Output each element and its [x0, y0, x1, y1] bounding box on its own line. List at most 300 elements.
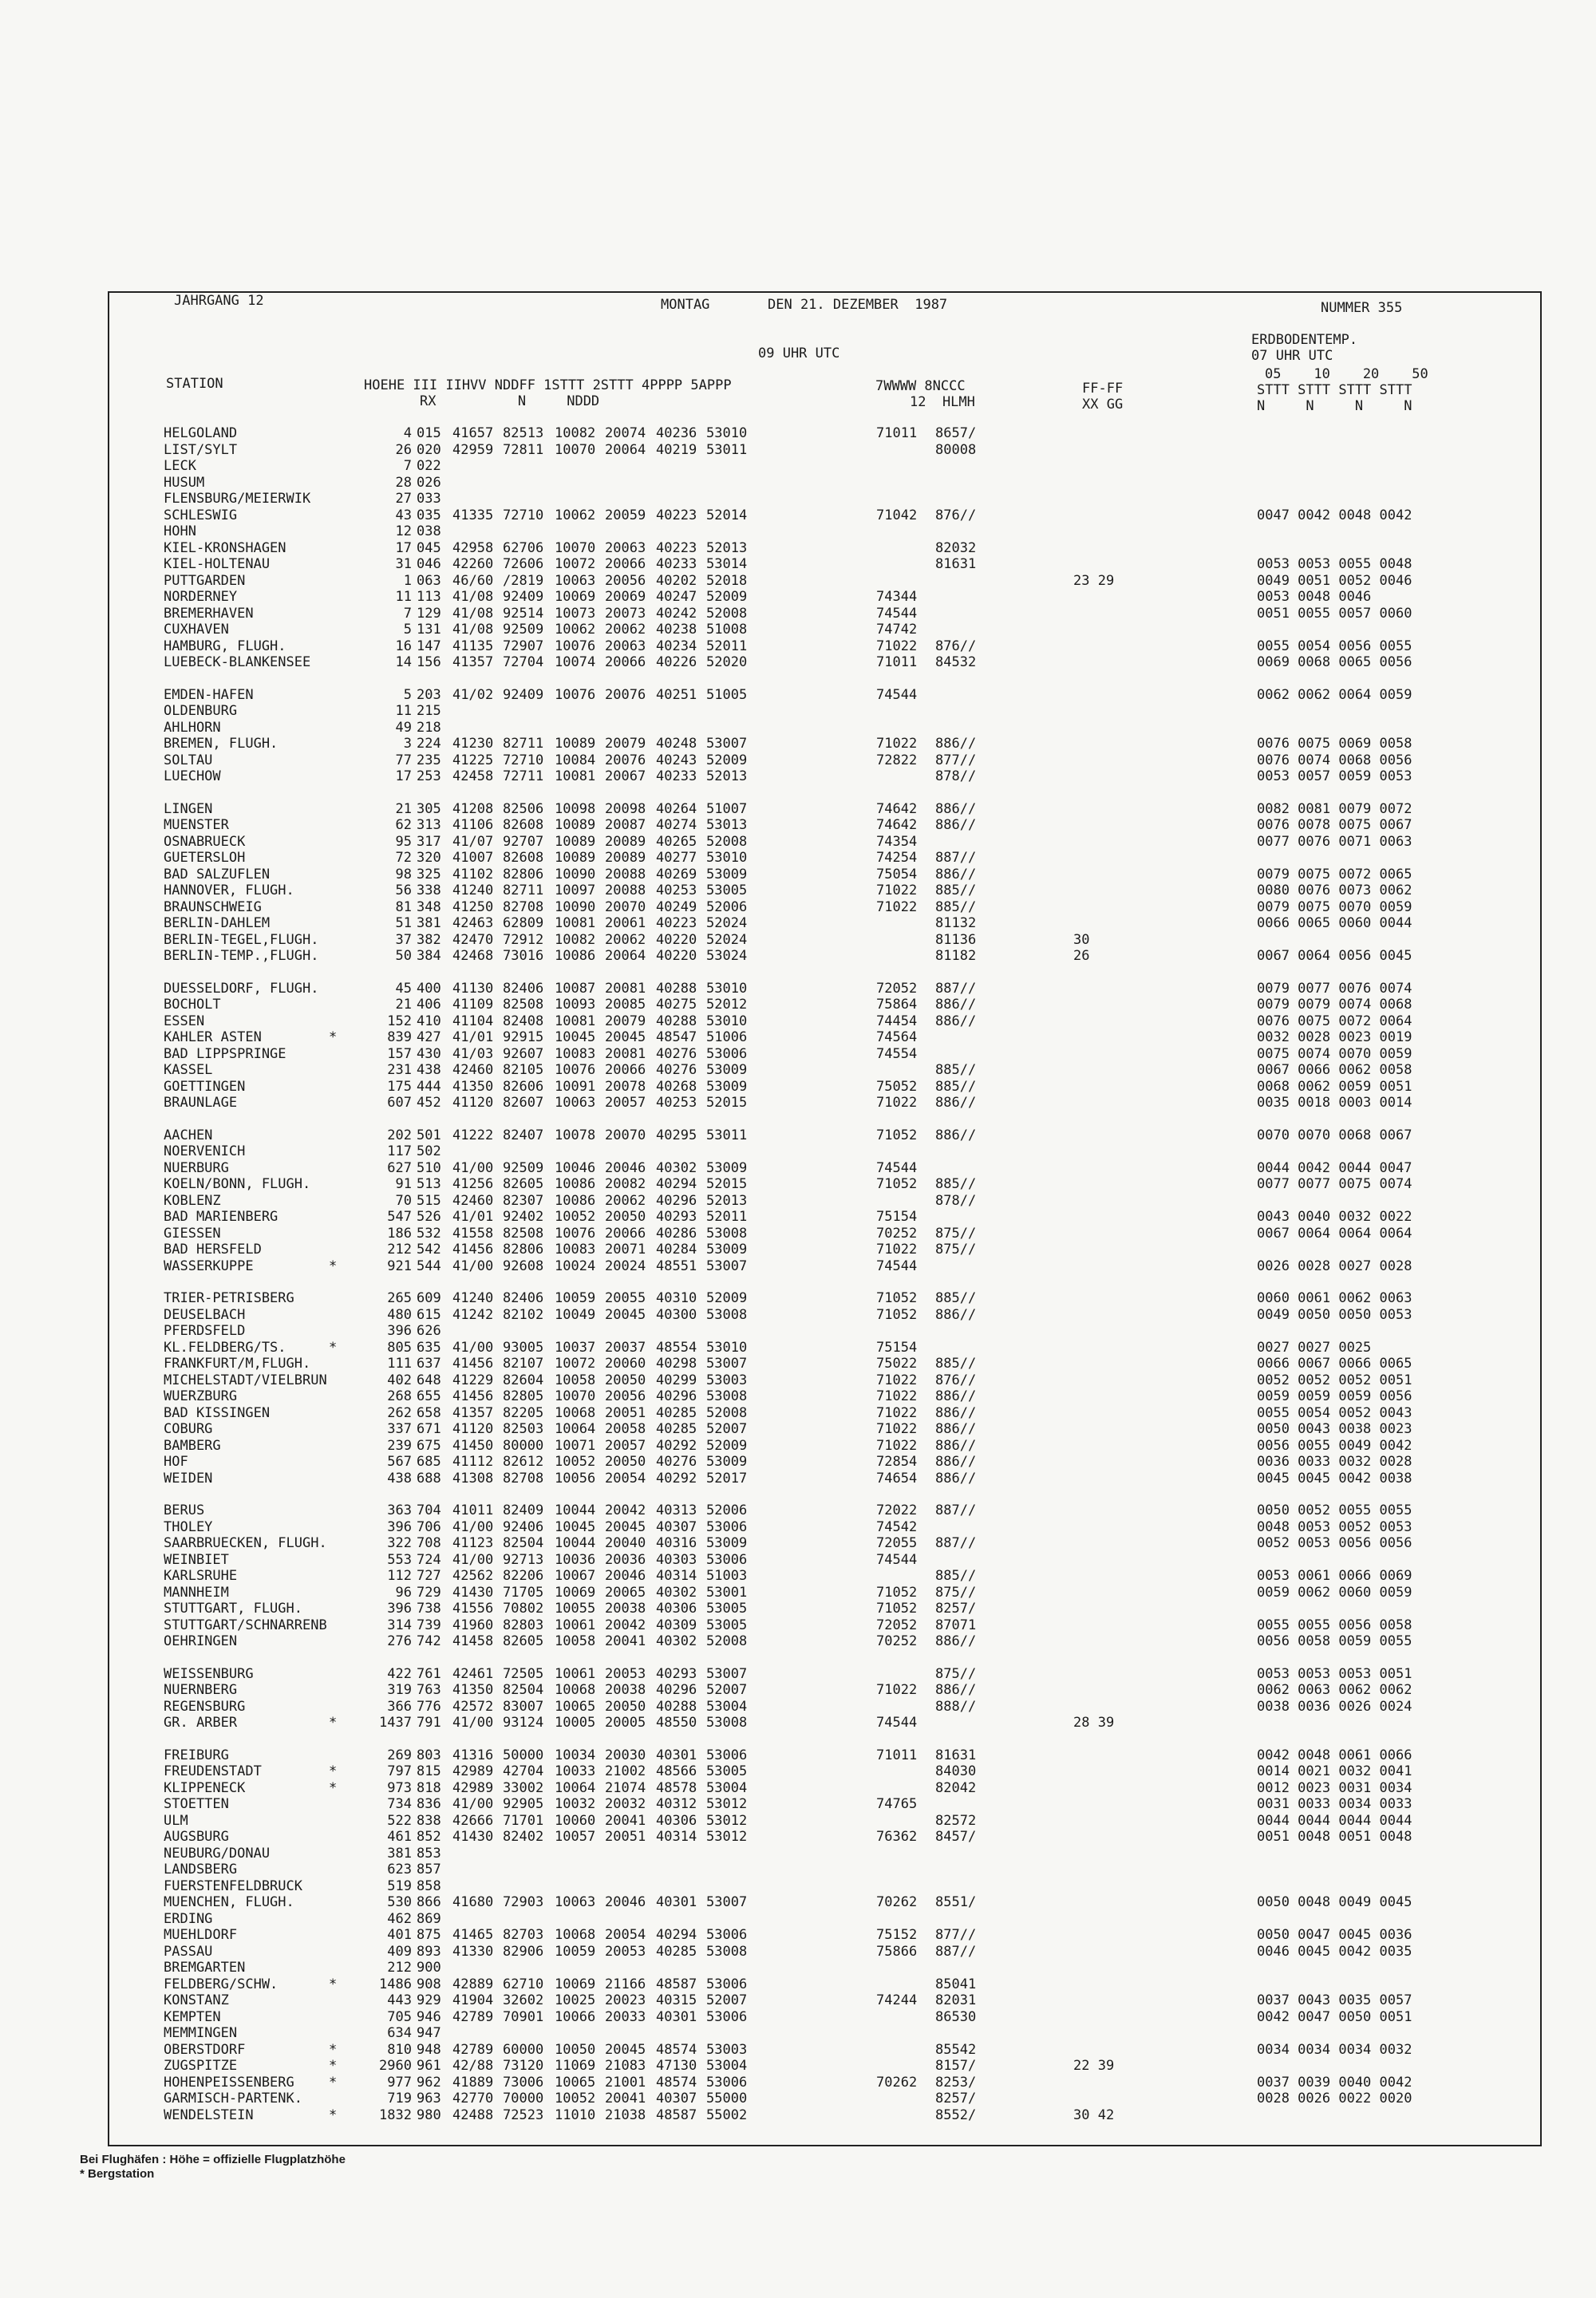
station-name: AHLHORN — [164, 719, 221, 736]
soil-temps: 0079 0075 0072 0065 — [1257, 866, 1412, 882]
table-row — [164, 2025, 1528, 2042]
group-iihvv: 41904 — [452, 1992, 494, 2008]
group-tendency: 52015 — [706, 1095, 748, 1111]
group-temp: 10066 — [555, 2008, 596, 2025]
table-row — [164, 638, 1528, 655]
group-weather: 71052 — [876, 1176, 918, 1192]
group-nddff: 82608 — [503, 817, 544, 833]
group-temp: 10076 — [555, 1062, 596, 1078]
group-iihvv: 41/00 — [452, 1258, 494, 1274]
group-tendency: 55002 — [706, 2106, 748, 2123]
station-index: 015 — [417, 425, 441, 441]
col-wind-subheader: XX GG — [1082, 397, 1124, 413]
group-dewpoint: 20057 — [605, 1437, 646, 1454]
station-index: 305 — [417, 800, 441, 817]
group-nddff: 72811 — [503, 441, 544, 458]
soil-temps: 0032 0028 0023 0019 — [1257, 1029, 1412, 1045]
group-tendency: 53014 — [706, 556, 748, 572]
station-index: 438 — [417, 1062, 441, 1078]
station-height: 27 — [395, 491, 412, 507]
group-pressure: 48547 — [656, 1029, 697, 1045]
station-index: 706 — [417, 1518, 441, 1535]
station-name: BREMGARTEN — [164, 1960, 246, 1976]
group-weather: 74244 — [876, 1992, 918, 2008]
station-name: BAD LIPPSPRINGE — [164, 1045, 286, 1062]
station-index: 502 — [417, 1143, 441, 1159]
station-index: 635 — [417, 1339, 441, 1356]
col-station-header: STATION — [166, 376, 223, 392]
group-tendency: 53005 — [706, 1601, 748, 1617]
group-dewpoint: 20005 — [605, 1715, 646, 1731]
group-tendency: 53006 — [706, 2008, 748, 2025]
group-clouds: 875// — [935, 1584, 977, 1601]
station-index: 542 — [417, 1242, 441, 1258]
soil-temps: 0044 0044 0044 0044 — [1257, 1812, 1412, 1829]
group-iihvv: 42770 — [452, 2091, 494, 2106]
group-iihvv: 42666 — [452, 1812, 494, 1829]
group-nddff: 72704 — [503, 654, 544, 670]
footnotes — [80, 2153, 346, 2182]
group-temp: 10091 — [555, 1078, 596, 1095]
group-pressure: 48550 — [656, 1715, 697, 1731]
station-name: WEISSENBURG — [164, 1665, 254, 1682]
group-clouds: 887// — [935, 1535, 977, 1551]
station-name: FELDBERG/SCHW. — [164, 1976, 279, 1992]
station-index: 980 — [417, 2106, 441, 2123]
group-iihvv: 41456 — [452, 1356, 494, 1372]
group-tendency: 53006 — [706, 1551, 748, 1568]
station-index: 452 — [417, 1095, 441, 1111]
group-weather: 71022 — [876, 1372, 918, 1388]
group-temp: 10090 — [555, 866, 596, 882]
group-iihvv: 41657 — [452, 425, 494, 441]
group-clouds: 87071 — [935, 1617, 977, 1633]
table-row — [164, 720, 1528, 736]
group-pressure: 40298 — [656, 1356, 697, 1372]
station-name: MEMMINGEN — [164, 2025, 238, 2041]
table-row — [164, 654, 1528, 671]
station-name: BERLIN-DAHLEM — [164, 915, 271, 931]
group-weather: 72022 — [876, 1502, 918, 1518]
soil-temps: 0051 0048 0051 0048 — [1257, 1829, 1412, 1845]
soil-temps: 0053 0061 0066 0069 — [1257, 1568, 1412, 1584]
group-tendency: 53007 — [706, 1258, 748, 1274]
station-height: 50 — [395, 948, 412, 964]
group-dewpoint: 20078 — [605, 1078, 646, 1095]
table-row — [164, 1013, 1528, 1030]
group-pressure: 48574 — [656, 2041, 697, 2058]
station-height: 462 — [387, 1910, 412, 1927]
table-row — [164, 2107, 1528, 2124]
group-temp: 10025 — [555, 1992, 596, 2008]
wind-gusts: 23 29 — [1073, 572, 1115, 589]
station-name: BAD HERSFELD — [164, 1242, 262, 1258]
station-index: 685 — [417, 1454, 441, 1470]
issue-number: NUMMER 355 — [1321, 300, 1403, 316]
table-row — [164, 1666, 1528, 1683]
station-height: 553 — [387, 1551, 412, 1568]
soil-temps: 0014 0021 0032 0041 — [1257, 1763, 1412, 1779]
group-dewpoint: 20024 — [605, 1258, 646, 1274]
station-index: 858 — [417, 1877, 441, 1894]
group-pressure: 40242 — [656, 605, 697, 622]
group-temp: 10059 — [555, 1943, 596, 1960]
group-dewpoint: 20088 — [605, 866, 646, 882]
group-iihvv: 42468 — [452, 948, 494, 964]
group-iihvv: 41120 — [452, 1095, 494, 1111]
group-iihvv: 41120 — [452, 1421, 494, 1437]
group-dewpoint: 20046 — [605, 1159, 646, 1176]
station-name: FUERSTENFELDBRUCK — [164, 1877, 302, 1894]
station-index: 615 — [417, 1306, 441, 1323]
col-wind-header: FF-FF — [1082, 381, 1124, 397]
table-row — [164, 1747, 1528, 1764]
table-row — [164, 1079, 1528, 1096]
group-temp: 10059 — [555, 1290, 596, 1306]
group-nddff: 62706 — [503, 539, 544, 556]
group-temp: 10046 — [555, 1159, 596, 1176]
group-pressure: 40294 — [656, 1927, 697, 1943]
group-weather: 71052 — [876, 1601, 918, 1617]
group-tendency: 53007 — [706, 736, 748, 752]
station-height: 1437 — [379, 1715, 412, 1731]
group-dewpoint: 20055 — [605, 1290, 646, 1306]
table-row — [164, 997, 1528, 1013]
group-dewpoint: 20071 — [605, 1242, 646, 1258]
station-index: 836 — [417, 1796, 441, 1812]
soil-temps: 0055 0054 0052 0043 — [1257, 1404, 1412, 1421]
group-weather: 74454 — [876, 1013, 918, 1029]
station-name: BAD SALZUFLEN — [164, 866, 271, 882]
group-dewpoint: 20045 — [605, 1029, 646, 1045]
station-index: 381 — [417, 915, 441, 931]
soil-temps: 0080 0076 0073 0062 — [1257, 882, 1412, 898]
group-clouds: 885// — [935, 882, 977, 898]
station-name: STOETTEN — [164, 1796, 229, 1812]
table-row — [164, 1927, 1528, 1944]
group-weather: 71022 — [876, 1404, 918, 1421]
group-nddff: 72710 — [503, 507, 544, 523]
soil-temps: 0031 0033 0034 0033 — [1257, 1796, 1412, 1812]
station-height: 49 — [395, 719, 412, 736]
soil-temps: 0034 0034 0034 0032 — [1257, 2041, 1412, 2058]
group-weather: 70252 — [876, 1633, 918, 1649]
group-clouds: 8551/ — [935, 1894, 977, 1910]
station-height: 396 — [387, 1518, 412, 1535]
station-index: 838 — [417, 1812, 441, 1829]
soil-temps: 0055 0054 0056 0055 — [1257, 638, 1412, 654]
col-group7-header: 7WWWW 8NCCC — [875, 378, 966, 394]
group-clouds: 875// — [935, 1225, 977, 1242]
soil-temps: 0079 0075 0070 0059 — [1257, 898, 1412, 915]
group-weather: 71052 — [876, 1127, 918, 1143]
table-row — [164, 1862, 1528, 1878]
group-dewpoint: 20042 — [605, 1617, 646, 1633]
station-height: 705 — [387, 2008, 412, 2025]
soil-temps: 0055 0055 0056 0058 — [1257, 1617, 1412, 1633]
soil-temps: 0067 0064 0064 0064 — [1257, 1225, 1412, 1242]
group-nddff: 82711 — [503, 736, 544, 752]
station-index: 776 — [417, 1698, 441, 1715]
table-row — [164, 573, 1528, 590]
group-dewpoint: 20089 — [605, 850, 646, 866]
station-index: 815 — [417, 1763, 441, 1779]
group-weather: 74542 — [876, 1518, 918, 1535]
group-iihvv: 42959 — [452, 441, 494, 458]
group-pressure: 40274 — [656, 817, 697, 833]
group-tendency: 55000 — [706, 2091, 748, 2106]
group-pressure: 40316 — [656, 1535, 697, 1551]
soil-temps: 0051 0055 0057 0060 — [1257, 605, 1412, 622]
group-temp: 10071 — [555, 1437, 596, 1454]
group-pressure: 40284 — [656, 1242, 697, 1258]
table-row — [164, 1552, 1528, 1569]
group-temp: 10052 — [555, 2091, 596, 2106]
group-tendency: 53024 — [706, 948, 748, 964]
group-clouds: 887// — [935, 850, 977, 866]
group-tendency: 53007 — [706, 1894, 748, 1910]
group-tendency: 53005 — [706, 1617, 748, 1633]
group-temp: 10090 — [555, 898, 596, 915]
station-group — [164, 801, 1528, 965]
group-clouds: 81631 — [935, 556, 977, 572]
group-dewpoint: 20045 — [605, 2041, 646, 2058]
station-height: 547 — [387, 1209, 412, 1225]
station-height: 70 — [395, 1192, 412, 1209]
group-iihvv: 42458 — [452, 768, 494, 784]
station-index: 113 — [417, 589, 441, 605]
station-group — [164, 1127, 1528, 1275]
group-pressure: 40243 — [656, 752, 697, 768]
group-temp: 10098 — [555, 800, 596, 817]
group-dewpoint: 20050 — [605, 1372, 646, 1388]
group-tendency: 52012 — [706, 997, 748, 1013]
group-pressure: 40236 — [656, 425, 697, 441]
group-nddff: 92713 — [503, 1551, 544, 1568]
station-height: 921 — [387, 1258, 412, 1274]
group-temp: 10081 — [555, 1013, 596, 1029]
group-weather: 74544 — [876, 1715, 918, 1731]
group-iihvv: 41/03 — [452, 1045, 494, 1062]
group-clouds: 886// — [935, 1306, 977, 1323]
station-name: SCHLESWIG — [164, 507, 238, 523]
station-name: WEIDEN — [164, 1470, 213, 1487]
group-nddff: 92915 — [503, 1029, 544, 1045]
station-index: 637 — [417, 1356, 441, 1372]
table-row — [164, 1176, 1528, 1193]
station-name: KARLSRUHE — [164, 1568, 238, 1584]
group-temp: 10056 — [555, 1470, 596, 1487]
group-clouds: 8157/ — [935, 2058, 977, 2074]
soil-temps: 0046 0045 0042 0035 — [1257, 1943, 1412, 1960]
table-row — [164, 1209, 1528, 1226]
group-nddff: 82409 — [503, 1502, 544, 1518]
station-name: NORDERNEY — [164, 589, 238, 605]
station-height: 1832 — [379, 2106, 412, 2123]
group-tendency: 51006 — [706, 1029, 748, 1045]
station-index: 675 — [417, 1437, 441, 1454]
table-row — [164, 915, 1528, 932]
group-nddff: 82506 — [503, 800, 544, 817]
station-name: WASSERKUPPE — [164, 1258, 254, 1274]
station-height: 152 — [387, 1013, 412, 1029]
station-height: 734 — [387, 1796, 412, 1812]
group-clouds: 886// — [935, 1633, 977, 1649]
group-nddff: 92509 — [503, 1159, 544, 1176]
group-iihvv: 42463 — [452, 915, 494, 931]
group-nddff: 82307 — [503, 1192, 544, 1209]
group-nddff: /2819 — [503, 572, 544, 589]
station-name: AACHEN — [164, 1127, 213, 1143]
table-row — [164, 736, 1528, 752]
group-iihvv: 41130 — [452, 980, 494, 997]
group-dewpoint: 20041 — [605, 1812, 646, 1829]
group-temp: 10083 — [555, 1242, 596, 1258]
group-dewpoint: 20030 — [605, 1747, 646, 1763]
group-pressure: 40307 — [656, 2091, 697, 2106]
station-height: 319 — [387, 1682, 412, 1698]
group-dewpoint: 20050 — [605, 1454, 646, 1470]
group-nddff: 82206 — [503, 1568, 544, 1584]
group-nddff: 82504 — [503, 1535, 544, 1551]
group-iihvv: 41357 — [452, 654, 494, 670]
station-name: BAD KISSINGEN — [164, 1404, 271, 1421]
footnote-mountain: * Bergstation — [80, 2167, 155, 2181]
group-temp: 11069 — [555, 2058, 596, 2074]
station-name: LUEBECK-BLANKENSEE — [164, 654, 311, 670]
group-temp: 10070 — [555, 1388, 596, 1404]
station-index: 338 — [417, 882, 441, 898]
group-clouds: 8457/ — [935, 1829, 977, 1845]
station-height: 402 — [387, 1372, 412, 1388]
group-dewpoint: 20046 — [605, 1568, 646, 1584]
group-clouds: 878// — [935, 768, 977, 784]
group-clouds: 81132 — [935, 915, 977, 931]
group-pressure: 40293 — [656, 1665, 697, 1682]
group-pressure: 40233 — [656, 556, 697, 572]
table-row — [164, 1046, 1528, 1063]
station-index: 320 — [417, 850, 441, 866]
wind-gusts: 30 — [1073, 931, 1090, 948]
group-iihvv: 41/00 — [452, 1715, 494, 1731]
station-height: 31 — [395, 556, 412, 572]
group-iihvv: 41229 — [452, 1372, 494, 1388]
soil-temps: 0062 0062 0064 0059 — [1257, 686, 1412, 703]
group-pressure: 48578 — [656, 1779, 697, 1796]
group-iihvv: 41357 — [452, 1404, 494, 1421]
group-pressure: 40288 — [656, 1013, 697, 1029]
group-pressure: 40296 — [656, 1388, 697, 1404]
station-name: TRIER-PETRISBERG — [164, 1290, 294, 1306]
group-tendency: 52011 — [706, 638, 748, 654]
soil-temps: 0047 0042 0048 0042 — [1257, 507, 1412, 523]
group-weather: 74642 — [876, 800, 918, 817]
table-row — [164, 1160, 1528, 1177]
group-dewpoint: 20076 — [605, 686, 646, 703]
station-height: 519 — [387, 1877, 412, 1894]
group-pressure: 40309 — [656, 1617, 697, 1633]
station-height: 797 — [387, 1763, 412, 1779]
group-weather: 74544 — [876, 1159, 918, 1176]
group-temp: 10068 — [555, 1927, 596, 1943]
group-iihvv: 41465 — [452, 1927, 494, 1943]
station-index: 658 — [417, 1404, 441, 1421]
group-tendency: 53012 — [706, 1812, 748, 1829]
table-row — [164, 1242, 1528, 1258]
station-index: 427 — [417, 1029, 441, 1045]
soil-temps: 0050 0048 0049 0045 — [1257, 1894, 1412, 1910]
group-weather: 74765 — [876, 1796, 918, 1812]
group-pressure: 40286 — [656, 1225, 697, 1242]
group-clouds: 886// — [935, 1421, 977, 1437]
group-nddff: 82402 — [503, 1829, 544, 1845]
group-iihvv: 41208 — [452, 800, 494, 817]
station-index: 671 — [417, 1421, 441, 1437]
station-index: 526 — [417, 1209, 441, 1225]
soil-temps: 0049 0050 0050 0053 — [1257, 1306, 1412, 1323]
station-name: BOCHOLT — [164, 997, 221, 1013]
soil-temp-time: 07 UHR UTC — [1251, 348, 1333, 364]
station-name: GIESSEN — [164, 1225, 221, 1242]
group-clouds: 886// — [935, 1095, 977, 1111]
station-index: 738 — [417, 1601, 441, 1617]
soil-temps: 0077 0076 0071 0063 — [1257, 833, 1412, 850]
table-row — [164, 589, 1528, 606]
table-row — [164, 1226, 1528, 1242]
group-temp: 10036 — [555, 1551, 596, 1568]
group-pressure: 40265 — [656, 833, 697, 850]
group-nddff: 42704 — [503, 1763, 544, 1779]
station-index: 727 — [417, 1568, 441, 1584]
group-dewpoint: 20070 — [605, 1127, 646, 1143]
station-index: 626 — [417, 1323, 441, 1339]
group-temp: 10078 — [555, 1127, 596, 1143]
group-nddff: 82408 — [503, 1013, 544, 1029]
group-iihvv: 42562 — [452, 1568, 494, 1584]
table-row — [164, 507, 1528, 524]
table-row — [164, 1405, 1528, 1422]
group-pressure: 40314 — [656, 1829, 697, 1845]
station-name: MUEHLDORF — [164, 1927, 238, 1943]
station-height: 4 — [403, 425, 412, 441]
group-tendency: 53011 — [706, 441, 748, 458]
station-height: 973 — [387, 1779, 412, 1796]
soil-temps: 0012 0023 0031 0034 — [1257, 1779, 1412, 1796]
group-pressure: 40303 — [656, 1551, 697, 1568]
soil-temps: 0075 0074 0070 0059 — [1257, 1045, 1412, 1062]
station-height: 175 — [387, 1078, 412, 1095]
group-weather: 75052 — [876, 1078, 918, 1095]
group-pressure: 40253 — [656, 1095, 697, 1111]
group-tendency: 53009 — [706, 1535, 748, 1551]
station-name: OSNABRUECK — [164, 833, 246, 850]
wind-gusts: 26 — [1073, 948, 1090, 964]
group-pressure: 40226 — [656, 654, 697, 670]
group-nddff: 82205 — [503, 1404, 544, 1421]
soil-temps: 0037 0039 0040 0042 — [1257, 2074, 1412, 2091]
station-height: 480 — [387, 1306, 412, 1323]
station-height: 396 — [387, 1323, 412, 1339]
table-row — [164, 981, 1528, 997]
group-clouds: 886// — [935, 1404, 977, 1421]
group-iihvv: 41/01 — [452, 1209, 494, 1225]
group-pressure: 40301 — [656, 1894, 697, 1910]
table-row — [164, 1290, 1528, 1307]
group-pressure: 40301 — [656, 2008, 697, 2025]
group-temp: 10037 — [555, 1339, 596, 1356]
group-iihvv: 41350 — [452, 1078, 494, 1095]
station-index: 513 — [417, 1176, 441, 1192]
